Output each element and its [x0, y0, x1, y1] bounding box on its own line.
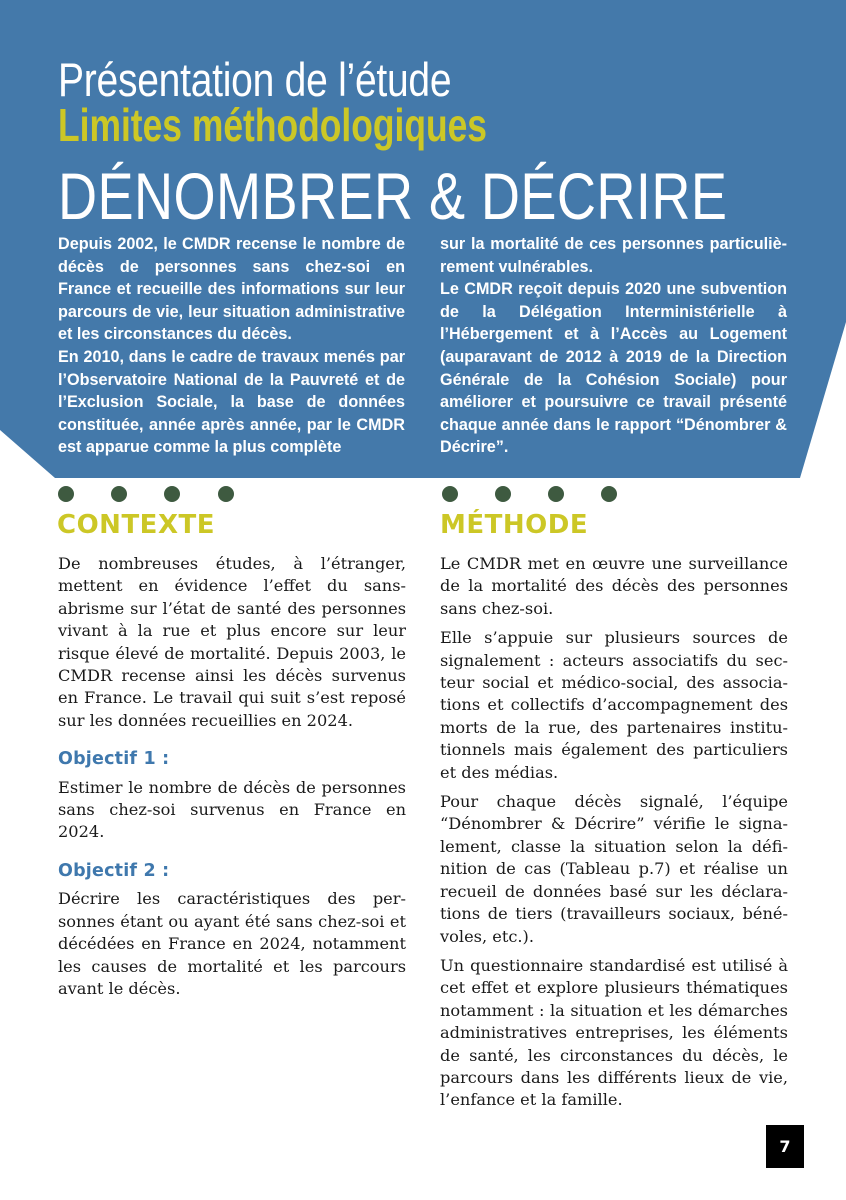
intro-paragraph: Depuis 2002, le CMDR recense le nombre de décès de personnes sans chez-soi en France et recueille des informations sur leur parcours de vie, leur situation administrative et les circonstances du décès.: [58, 235, 405, 344]
methode-paragraph: Pour chaque décès signalé, l’équipe “Dénombrer & Décrire” vérifie le signalement, classe la situation selon la définition de cas (Tableau p.7) et réalise un recueil de données basé sur les déclarations de tiers (travailleurs sociaux, bénévoles, etc.).: [440, 792, 788, 946]
dot-icon: [164, 486, 180, 502]
methode-paragraph: Elle s’appuie sur plusieurs sources de signalement : acteurs associatifs du secteur social et médico-social, des associations et collectifs d’accompagnement des morts de la rue, des partenaires institutionnels mais également des particuliers et des médias.: [440, 628, 788, 782]
objective-1-heading: Objectif 1 :: [58, 749, 170, 770]
intro-paragraph: En 2010, dans le cadre de travaux menés par l’Observatoire National de la Pauvreté et de l’Exclusion Sociale, la base de données constituée, année après année, par le CMDR est apparue comme la plus complète: [58, 347, 405, 457]
methode-column: [440, 553, 788, 1119]
contexte-column: [58, 553, 406, 1007]
contexte-body: De nombreuses études, à l’étranger, mettent en évidence l’effet du sans-abrisme sur l’état de santé des personnes vivant à la rue et plus encore sur leur risque élevé de mortalité. Depuis 2003, le CMDR recense ainsi les décès survenus en France. Le travail qui suit s’est reposé sur les données recueillies en 2024.: [58, 554, 406, 730]
objective-2-text: Décrire les caractéristiques des personnes étant ou ayant été sans chez-soi et décédées en France en 2024, notamment les causes de mortalité et les parcours avant le décès.: [58, 889, 406, 998]
methode-paragraph: Le CMDR met en œuvre une surveillance de la mortalité des décès des personnes sans chez-soi.: [440, 554, 788, 618]
dot-icon: [218, 486, 234, 502]
dot-icon: [111, 486, 127, 502]
contexte-heading: CONTEXTE: [57, 510, 215, 540]
section-kicker: Présentation de l’étude: [58, 53, 452, 106]
dot-icon: [442, 486, 458, 502]
objective-2-heading: Objectif 2 :: [58, 860, 170, 881]
methode-heading: MÉTHODE: [440, 510, 589, 540]
intro-right-column: [440, 233, 787, 459]
intro-paragraph: Le CMDR reçoit depuis 2020 une subvention de la Délégation Interministérielle à l’Hébergement et à l’Accès au Logement (auparavant de 2012 à 2019 de la Direction Générale de la Cohésion Sociale) pour améliorer et poursuivre ce travail présenté chaque année dans le rapport “Dénombrer & Décrire”.: [440, 280, 787, 457]
dot-icon: [58, 486, 74, 502]
page-number: 7: [766, 1125, 804, 1168]
intro-left-column: [58, 233, 405, 459]
objective-1-text: Estimer le nombre de décès de personnes sans chez-soi survenus en France en 2024.: [58, 777, 406, 842]
page-title: DÉNOMBRER & DÉCRIRE: [58, 159, 728, 233]
dot-icon: [548, 486, 564, 502]
dot-icon: [601, 486, 617, 502]
methode-paragraph: Un questionnaire standardisé est utilisé à cet effet et explore plusieurs thématiques notamment : la situation et les démarches administratives entreprises, les éléments de santé, les circonstances du décès, le parcours dans les différents lieux de vie, l’enfance et la famille.: [440, 955, 788, 1110]
dot-icon: [495, 486, 511, 502]
intro-paragraph: sur la mortalité de ces personnes particulièrement vulnérables.: [440, 235, 787, 276]
section-subtitle: Limites méthodologiques: [58, 99, 488, 151]
